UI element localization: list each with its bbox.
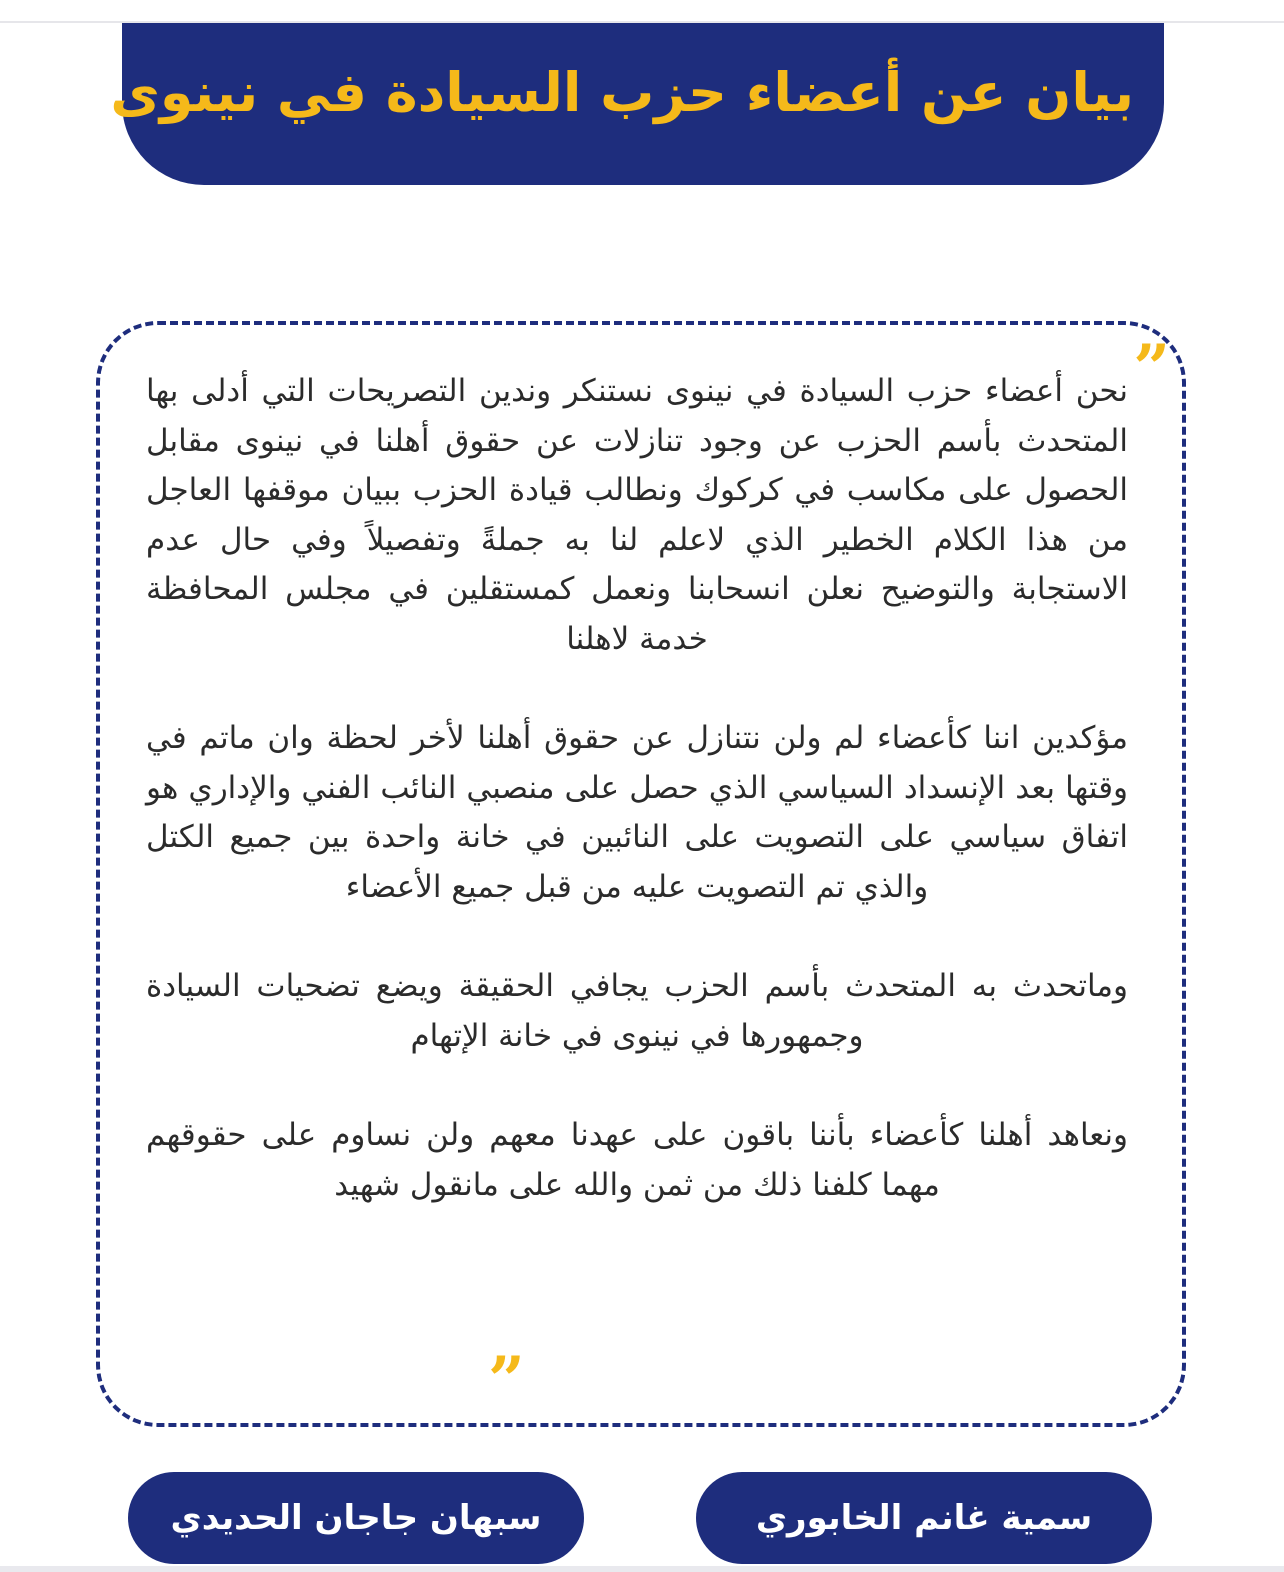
statement-paragraph-2: مؤكدين اننا كأعضاء لم ولن نتنازل عن حقوق أهلنا لأخر لحظة وان ماتم في وقتها بعد الإنسداد السياسي الذي حصل على منصبي النائب الفني والإداري هو اتفاق سياسي على التصويت على النائبين في خانة واحدة بين جميع الكتل والذي تم التصويت عليه من قبل جميع الأعضاء <box>146 720 1128 905</box>
opening-quote-icon: ” <box>1133 331 1170 406</box>
signature-right: سمية غانم الخابوري <box>696 1472 1152 1564</box>
page-title: بيان عن أعضاء حزب السيادة في نينوى <box>110 61 1134 124</box>
header-banner <box>110 23 1164 185</box>
statement-paragraph-1: نحن أعضاء حزب السيادة في نينوى نستنكر وندين التصريحات التي أدلى بها المتحدث بأسم الحزب عن وجود تنازلات عن حقوق أهلنا في نينوى مقابل الحصول على مكاسب في كركوك ونطالب قيادة الحزب ببيان موقفها العاجل من هذا الكلام الخطير الذي لاعلم لنا به جملةً وتفصيلاً وفي حال عدم الاستجابة والتوضيح نعلن انسحابنا ونعمل كمستقلين في مجلس المحافظة خدمة لاهلنا <box>146 373 1128 657</box>
statement-paragraph-4: ونعاهد أهلنا كأعضاء بأننا باقون على عهدنا معهم ولن نساوم على حقوقهم مهما كلفنا ذلك من ثمن والله على مانقول شهيد <box>146 1116 1128 1203</box>
statement-paragraph-3: وماتحدث به المتحدث بأسم الحزب يجافي الحقيقة ويضع تضحيات السيادة وجمهورها في نينوى في خانة الإتهام <box>146 968 1128 1054</box>
bottom-divider <box>0 1566 1284 1572</box>
signature-left: سبهان جاجان الحديدي <box>128 1472 584 1564</box>
closing-quote-icon: ” <box>488 1343 525 1418</box>
statement-body <box>146 367 1128 1210</box>
statement-box <box>96 321 1186 1427</box>
